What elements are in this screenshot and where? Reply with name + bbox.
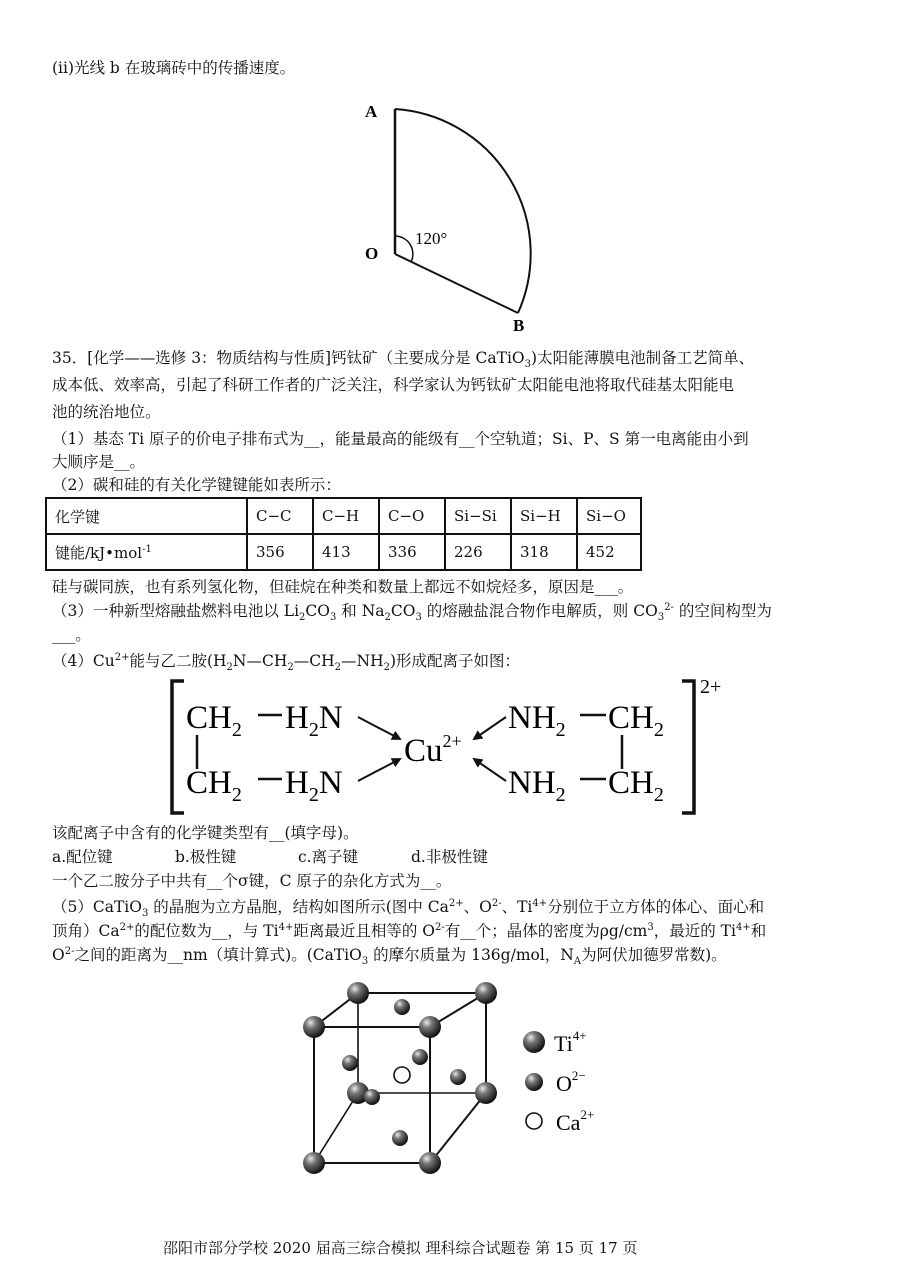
ti-ion bbox=[475, 982, 497, 1004]
o-ion bbox=[364, 1089, 380, 1105]
part2-line1: （2）碳和硅的有关化学键键能如表所示： bbox=[52, 476, 341, 494]
ti-ion bbox=[419, 1016, 441, 1038]
ion-charge: 2+ bbox=[700, 676, 722, 698]
left-bracket bbox=[172, 681, 184, 813]
nh2-top: $NH_2$ bbox=[508, 700, 566, 741]
q35-intro-line1: 35．[化学——选修 3：物质结构与性质]钙钛矿（主要成分是 CaTiO$_3$)太阳能薄膜电池制备工艺简单、 bbox=[52, 349, 755, 371]
ti-ion bbox=[347, 982, 369, 1004]
part4-line3: 一个乙二胺分子中共有__个σ键，C 原子的杂化方式为__。 bbox=[52, 872, 452, 890]
h2n-top: $H_2N$ bbox=[285, 700, 343, 741]
o-ion bbox=[392, 1130, 408, 1146]
question-ii: (ii)光线 b 在玻璃砖中的传播速度。 bbox=[52, 59, 296, 77]
label-o: O bbox=[365, 244, 379, 263]
table-cell: Si−H bbox=[511, 498, 577, 534]
table-row bbox=[46, 498, 641, 534]
part4-line1: $(4)Cu^{2+}$能与乙二胺$(H_2N—CH_2—CH_2—NH_2)$形成配离子如图： bbox=[52, 651, 521, 674]
ti-ion bbox=[303, 1152, 325, 1174]
table-cell: 化学键 bbox=[46, 498, 247, 534]
coord-arrow bbox=[358, 759, 400, 781]
part1-line1: （1）基态 Ti 原子的价电子排布式为__，能量最高的能级有__个空轨道；Si、P、S 第一电离能由小到 bbox=[52, 430, 749, 448]
cube-edge bbox=[430, 1093, 486, 1163]
ch2-top-right: $CH_2$ bbox=[608, 700, 664, 741]
table-cell: 452 bbox=[577, 534, 641, 570]
table-cell: 413 bbox=[313, 534, 379, 570]
table-cell: C−O bbox=[379, 498, 445, 534]
label-a: A bbox=[365, 102, 378, 121]
part5-line3: $O^{2-}$之间的距离为__nm（填计算式)。(CaTiO$_3$ 的摩尔质量为 136g/mol，$N_A$为阿伏加德罗常数)。 bbox=[52, 945, 727, 968]
legend-ca: $Ca^{2+}$ bbox=[556, 1107, 595, 1135]
coord-arrow bbox=[474, 759, 506, 781]
legend-ti: $Ti^{4+}$ bbox=[554, 1028, 587, 1056]
page-footer: 邵阳市部分学校 2020 届高三综合模拟 理科综合试题卷 第 15 页 17 页 bbox=[163, 1239, 638, 1257]
complex-ion-figure bbox=[160, 675, 740, 820]
o-ion bbox=[394, 999, 410, 1015]
q35-intro-line3: 池的统治地位。 bbox=[52, 403, 161, 421]
sector-arc bbox=[395, 109, 531, 313]
o-ion bbox=[342, 1055, 358, 1071]
table-cell: 336 bbox=[379, 534, 445, 570]
part5-line2: 顶角）$Ca^{2+}$的配位数为__，与 $Ti^{4+}$距离最近且相等的 $O^{2-}$有__个；晶体的密度为$\rho g/cm^3$，最近的 $Ti^{4+}$和 bbox=[52, 921, 767, 940]
option-b: b.极性键 bbox=[175, 848, 237, 866]
radius-ob bbox=[395, 254, 518, 313]
ti-ion bbox=[303, 1016, 325, 1038]
right-bracket bbox=[682, 681, 694, 813]
part3-line1: （3）一种新型熔融盐燃料电池以 $Li_2CO_3$ 和 $Na_2CO_3$ 的熔融盐混合物作电解质，则 $CO_3^{2-}$ 的空间构型为 bbox=[52, 601, 772, 624]
table-cell: Si−O bbox=[577, 498, 641, 534]
table-row bbox=[46, 534, 641, 570]
h2n-bottom: $H_2N$ bbox=[285, 765, 343, 806]
option-c: c.离子键 bbox=[298, 848, 359, 866]
ch2-bottom-right: $CH_2$ bbox=[608, 765, 664, 806]
table-cell: C−C bbox=[247, 498, 313, 534]
cube-edge bbox=[314, 1093, 358, 1163]
coord-arrow bbox=[474, 717, 506, 739]
legend-ti-marker bbox=[523, 1031, 545, 1053]
o-ion bbox=[450, 1069, 466, 1085]
o-ion bbox=[412, 1049, 428, 1065]
legend-ca-marker bbox=[526, 1113, 542, 1129]
table-cell: C−H bbox=[313, 498, 379, 534]
part3-line2: ___。 bbox=[52, 626, 91, 644]
crystal-cell-figure bbox=[290, 975, 620, 1185]
part4-line2: 该配离子中含有的化学键类型有__(填字母)。 bbox=[52, 824, 359, 842]
option-a: a.配位键 bbox=[52, 848, 113, 866]
legend-o: $O^{2-}$ bbox=[556, 1068, 586, 1096]
table-cell: 356 bbox=[247, 534, 313, 570]
part2-line2: 硅与碳同族，也有系列氢化物，但硅烷在种类和数量上都远不如烷烃多，原因是___。 bbox=[52, 578, 634, 596]
ch2-bottom-left: $CH_2$ bbox=[186, 765, 242, 806]
ti-ion bbox=[475, 1082, 497, 1104]
q35-intro-line2: 成本低、效率高，引起了科研工作者的广泛关注，科学家认为钙钛矿太阳能电池将取代硅基太阳能电 bbox=[52, 376, 735, 394]
legend-o-marker bbox=[525, 1073, 543, 1091]
table-cell: Si−Si bbox=[445, 498, 511, 534]
bond-energy-table bbox=[45, 497, 642, 571]
table-cell: 键能/kJ•mol$^{-1}$ bbox=[46, 534, 247, 570]
table-cell: 318 bbox=[511, 534, 577, 570]
label-b: B bbox=[513, 316, 525, 335]
part5-line1: （5）CaTiO$_3$ 的晶胞为立方晶胞，结构如图所示(图中 $Ca^{2+}$、$O^{2-}$、$Ti^{4+}$分别位于立方体的体心、面心和 bbox=[52, 897, 765, 920]
option-d: d.非极性键 bbox=[411, 848, 488, 866]
part1-line2: 大顺序是__。 bbox=[52, 453, 146, 471]
ca-ion bbox=[394, 1067, 410, 1083]
table-cell: 226 bbox=[445, 534, 511, 570]
nh2-bottom: $NH_2$ bbox=[508, 765, 566, 806]
sector-figure bbox=[355, 95, 555, 340]
coord-arrow bbox=[358, 717, 400, 739]
ti-ion bbox=[419, 1152, 441, 1174]
cu-center: $Cu^{2+}$ bbox=[404, 731, 462, 769]
angle-label: 120° bbox=[415, 229, 448, 248]
ch2-top-left: $CH_2$ bbox=[186, 700, 242, 741]
